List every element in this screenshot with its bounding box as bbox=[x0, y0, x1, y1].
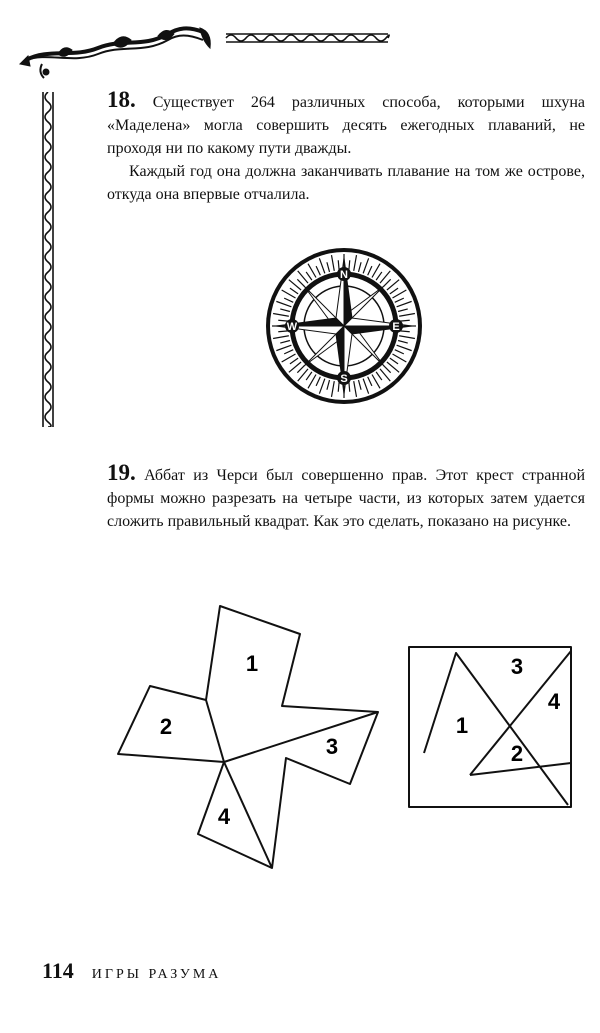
problem-paragraph: Аббат из Черси был совершенно прав. Этот крест странной формы можно разрезать на четыре части, из которых затем удается сложить правильный квадрат. Как это сделать, показано на рисунке. bbox=[107, 467, 586, 530]
cross-piece-label: 2 bbox=[159, 714, 173, 739]
square-piece-label: 2 bbox=[510, 741, 524, 766]
compass-west-label: W bbox=[286, 321, 298, 333]
problem-paragraph: Существует 264 различных способа, которыми шхуна «Маделена» могла совершить десять ежегодных плаваний, не проходя ни по какому пути дважды. bbox=[107, 94, 585, 157]
cross-outline bbox=[118, 606, 378, 868]
compass-north-label: N bbox=[340, 269, 348, 281]
problem-number: 18. bbox=[107, 87, 136, 112]
square-piece-label: 3 bbox=[510, 654, 524, 679]
cross-piece-label: 3 bbox=[325, 734, 339, 759]
square-assembly-figure bbox=[404, 643, 576, 813]
problem-19 bbox=[107, 461, 585, 533]
ribbon-ornament bbox=[20, 28, 210, 78]
compass-east-label: E bbox=[392, 321, 400, 333]
compass-rose-illustration bbox=[264, 246, 424, 406]
page-footer bbox=[42, 958, 221, 982]
problem-paragraph: Каждый год она должна заканчивать плавание на том же острове, откуда она впервые отчалила. bbox=[107, 163, 585, 203]
cross-dissection-figure bbox=[110, 596, 390, 872]
square-piece-label: 1 bbox=[455, 713, 469, 738]
cross-piece-label: 1 bbox=[245, 651, 259, 676]
running-title: ИГРЫ РАЗУМА bbox=[91, 967, 222, 982]
page-number: 114 bbox=[42, 958, 74, 983]
cross-piece-label: 4 bbox=[217, 804, 231, 829]
problem-number: 19. bbox=[107, 460, 136, 485]
header-ornament bbox=[18, 18, 588, 88]
rope-border-left bbox=[38, 92, 58, 427]
square-piece-label: 4 bbox=[547, 689, 561, 714]
compass-south-label: S bbox=[340, 373, 348, 385]
rope-border-top bbox=[226, 34, 389, 42]
problem-18 bbox=[107, 88, 585, 206]
